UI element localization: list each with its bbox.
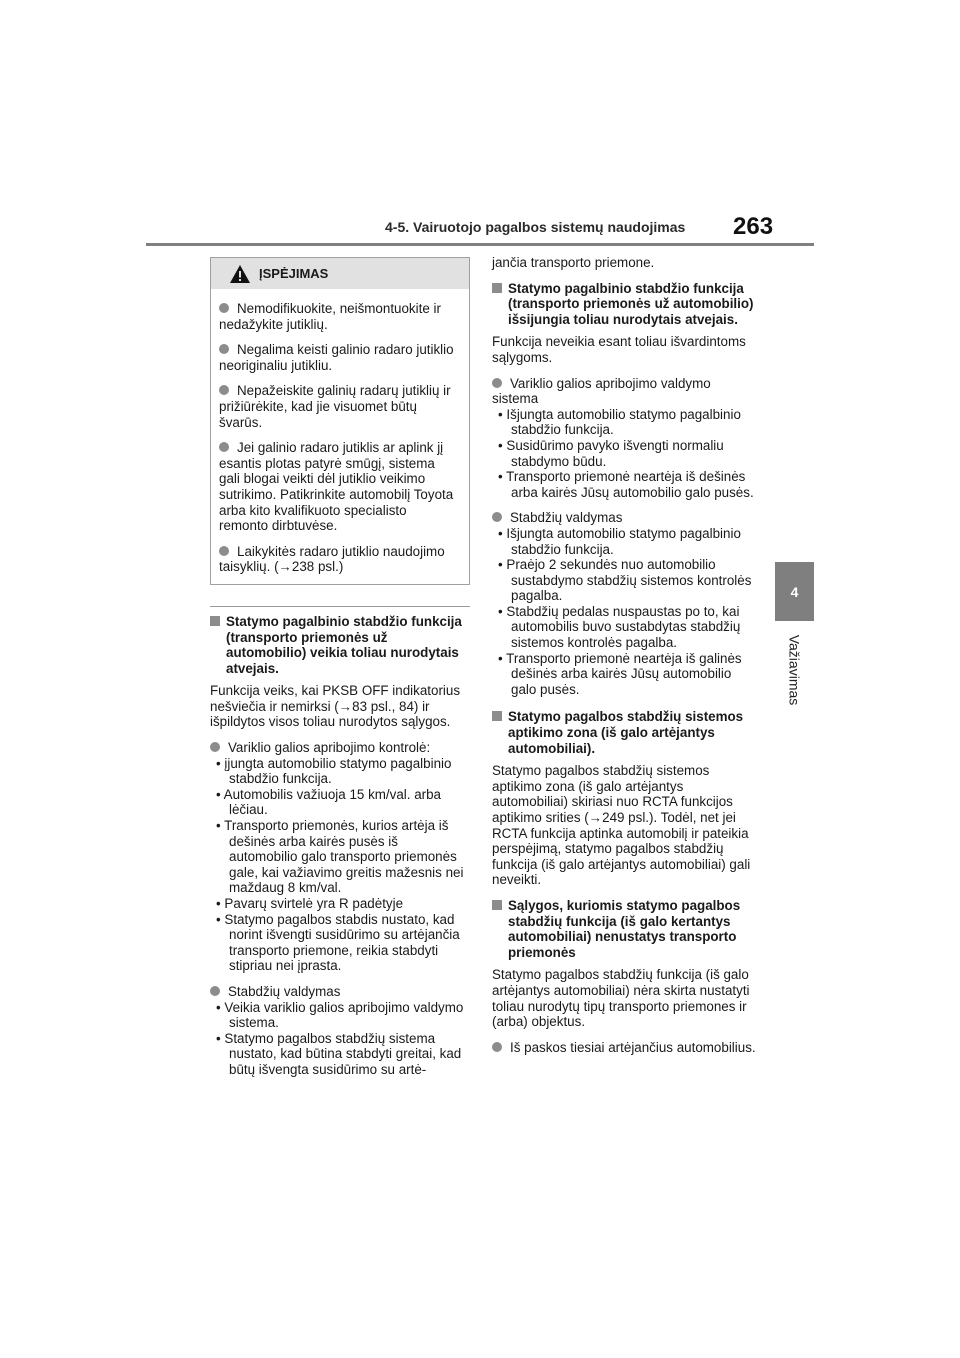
left-column bbox=[210, 257, 470, 1078]
heading-square-icon bbox=[492, 900, 502, 910]
warning-item: Negalima keisti galinio radaro jutiklio neoriginaliu jutikliu. bbox=[219, 342, 454, 373]
list-item: • Automobilis važiuoja 15 km/val. arba lėčiau. bbox=[216, 786, 441, 818]
heading-square-icon bbox=[492, 711, 502, 721]
list-item: • Transporto priemonė neartėja iš dešinės arba kairės Jūsų automobilio galo pusės. bbox=[498, 469, 754, 500]
page-number: 263 bbox=[733, 213, 774, 240]
condition-lead: Stabdžių valdymas bbox=[210, 984, 470, 1000]
list-item: • Statymo pagalbos stabdžių sistema nustato, kad būtina stabdyti greitai, kad būtų išvengta susidūrimo su artė- bbox=[216, 1030, 462, 1077]
chapter-label-tab[interactable] bbox=[776, 630, 812, 710]
condition-lead: Variklio galios apribojimo valdymo sistema bbox=[492, 375, 711, 407]
warning-header bbox=[211, 258, 469, 289]
condition-block bbox=[210, 740, 470, 974]
list-item: • Pavarų svirtelė yra R padėtyje bbox=[216, 896, 404, 911]
warning-item: Laikykitės radaro jutiklio naudojimo taisyklių. (→238 psl.) bbox=[219, 543, 445, 575]
list-item: • Stabdžių pedalas nuspaustas po to, kai automobilis buvo sustabdytas stabdžių sistemos kontrolės pagalba. bbox=[498, 603, 741, 651]
warning-item: Nemodifikuokite, neišmontuokite ir nedažykite jutiklių. bbox=[219, 301, 441, 332]
section-heading: Statymo pagalbinio stabdžio funkcija (transporto priemonės už automobilio) veikia toliau nurodytais atvejais. bbox=[210, 614, 470, 676]
list-item: • Veikia variklio galios apribojimo valdymo sistema. bbox=[216, 999, 464, 1031]
bullet-dot-icon bbox=[210, 986, 220, 996]
chapter-label: Važiavimas bbox=[786, 634, 803, 706]
bullet-dot-icon bbox=[219, 442, 229, 452]
paragraph-continuation: jančia transporto priemone. bbox=[492, 255, 655, 270]
bullet-dot-icon bbox=[219, 303, 229, 313]
chapter-number: 4 bbox=[790, 583, 799, 600]
warning-triangle-icon bbox=[229, 264, 251, 284]
bullet-dot-icon bbox=[210, 742, 220, 752]
section-divider bbox=[210, 606, 470, 607]
section-heading: Statymo pagalbos stabdžių sistemos aptikimo zona (iš galo artėjantys automobiliai). bbox=[492, 709, 756, 756]
condition-lead: Iš paskos tiesiai artėjančius automobilius. bbox=[492, 1040, 756, 1056]
condition-block bbox=[492, 510, 756, 697]
list-item: • Transporto priemonės, kurios artėja iš dešinės arba kairės pusės iš automobilio galo transporto priemonės gale, kai važiavimo greitis mažesnis nei maždaug 8 km/val. bbox=[216, 818, 464, 896]
bullet-dot-icon bbox=[492, 1042, 502, 1052]
heading-square-icon bbox=[492, 283, 502, 293]
condition-block bbox=[492, 1040, 756, 1056]
list-item: • Išjungta automobilio statymo pagalbinio stabdžio funkcija. bbox=[498, 525, 741, 557]
list-item: • Susidūrimo pavyko išvengti normaliu stabdymo būdu. bbox=[498, 437, 724, 469]
paragraph: Funkcija neveikia esant toliau išvardintoms sąlygoms. bbox=[492, 334, 746, 365]
header-rule bbox=[146, 243, 814, 246]
section-heading: Statymo pagalbinio stabdžio funkcija (transporto priemonės už automobilio) išsijungia toliau nurodytais atvejais. bbox=[492, 281, 756, 328]
section-heading: Sąlygos, kuriomis statymo pagalbos stabdžių funkcija (iš galo kertantys automobiliai) nenustatys transporto priemonės bbox=[492, 898, 756, 960]
warning-body bbox=[211, 289, 469, 584]
warning-item: Nepažeiskite galinių radarų jutiklių ir prižiūrėkite, kad jie visuomet būtų švarūs. bbox=[219, 383, 451, 430]
list-item: • įjungta automobilio statymo pagalbinio stabdžio funkcija. bbox=[216, 755, 452, 787]
bullet-dot-icon bbox=[219, 385, 229, 395]
bullet-dot-icon bbox=[492, 512, 502, 522]
paragraph: Statymo pagalbos stabdžių sistemos aptikimo zona (iš galo artėjantys automobiliai) skiriasi nuo RCTA funkcijos aptikimo srities (→249 psl.). Todėl, net jei RCTA funkcija aptinka automobilį ir pateikia perspėjimą, statymo pagalbos stabdžių funkcija (iš galo artėjantys automobiliai) gali neveikti. bbox=[492, 763, 751, 888]
list-item: • Praėjo 2 sekundės nuo automobilio sustabdymo stabdžių sistemos kontrolės pagalba. bbox=[498, 557, 752, 604]
condition-block bbox=[492, 376, 756, 501]
list-item: • Statymo pagalbos stabdis nustato, kad norint išvengti susidūrimo su artėjančia transporto priemone, reikia stabdyti stipriau nei įprasta. bbox=[216, 911, 460, 974]
bullet-dot-icon bbox=[219, 344, 229, 354]
condition-block bbox=[210, 984, 470, 1078]
right-column bbox=[492, 255, 756, 1055]
paragraph: Statymo pagalbos stabdžių funkcija (iš galo artėjantys automobiliai) nėra skirta nustatyti toliau nurodytų tipų transporto priemones ir (arba) objektus. bbox=[492, 967, 750, 1030]
list-item: • Išjungta automobilio statymo pagalbinio stabdžio funkcija. bbox=[498, 406, 741, 438]
warning-box bbox=[210, 257, 470, 585]
warning-title: ĮSPĖJIMAS bbox=[259, 265, 329, 281]
condition-lead: Variklio galios apribojimo kontrolė: bbox=[210, 740, 470, 756]
section-title: 4-5. Vairuotojo pagalbos sistemų naudojimas bbox=[385, 219, 686, 235]
chapter-number-tab[interactable] bbox=[775, 562, 814, 621]
heading-square-icon bbox=[210, 616, 220, 626]
paragraph: Funkcija veiks, kai PKSB OFF indikatorius nešviečia ir nemirksi (→83 psl., 84) ir išpildytos visos toliau nurodytos sąlygos. bbox=[210, 683, 461, 730]
list-item: • Transporto priemonė neartėja iš galinės dešinės arba kairės Jūsų automobilio galo pusės. bbox=[498, 650, 742, 697]
bullet-dot-icon bbox=[219, 546, 229, 556]
condition-lead: Stabdžių valdymas bbox=[492, 510, 756, 526]
warning-item: Jei galinio radaro jutiklis ar aplink jį esantis plotas patyrė smūgį, sistema gali blogai veikti dėl jutiklio veikimo sutrikimo. Patikrinkite automobilį Toyota arba kito kvalifikuoto specialisto remonto dirbtuvėse. bbox=[219, 440, 454, 534]
bullet-dot-icon bbox=[492, 378, 502, 388]
